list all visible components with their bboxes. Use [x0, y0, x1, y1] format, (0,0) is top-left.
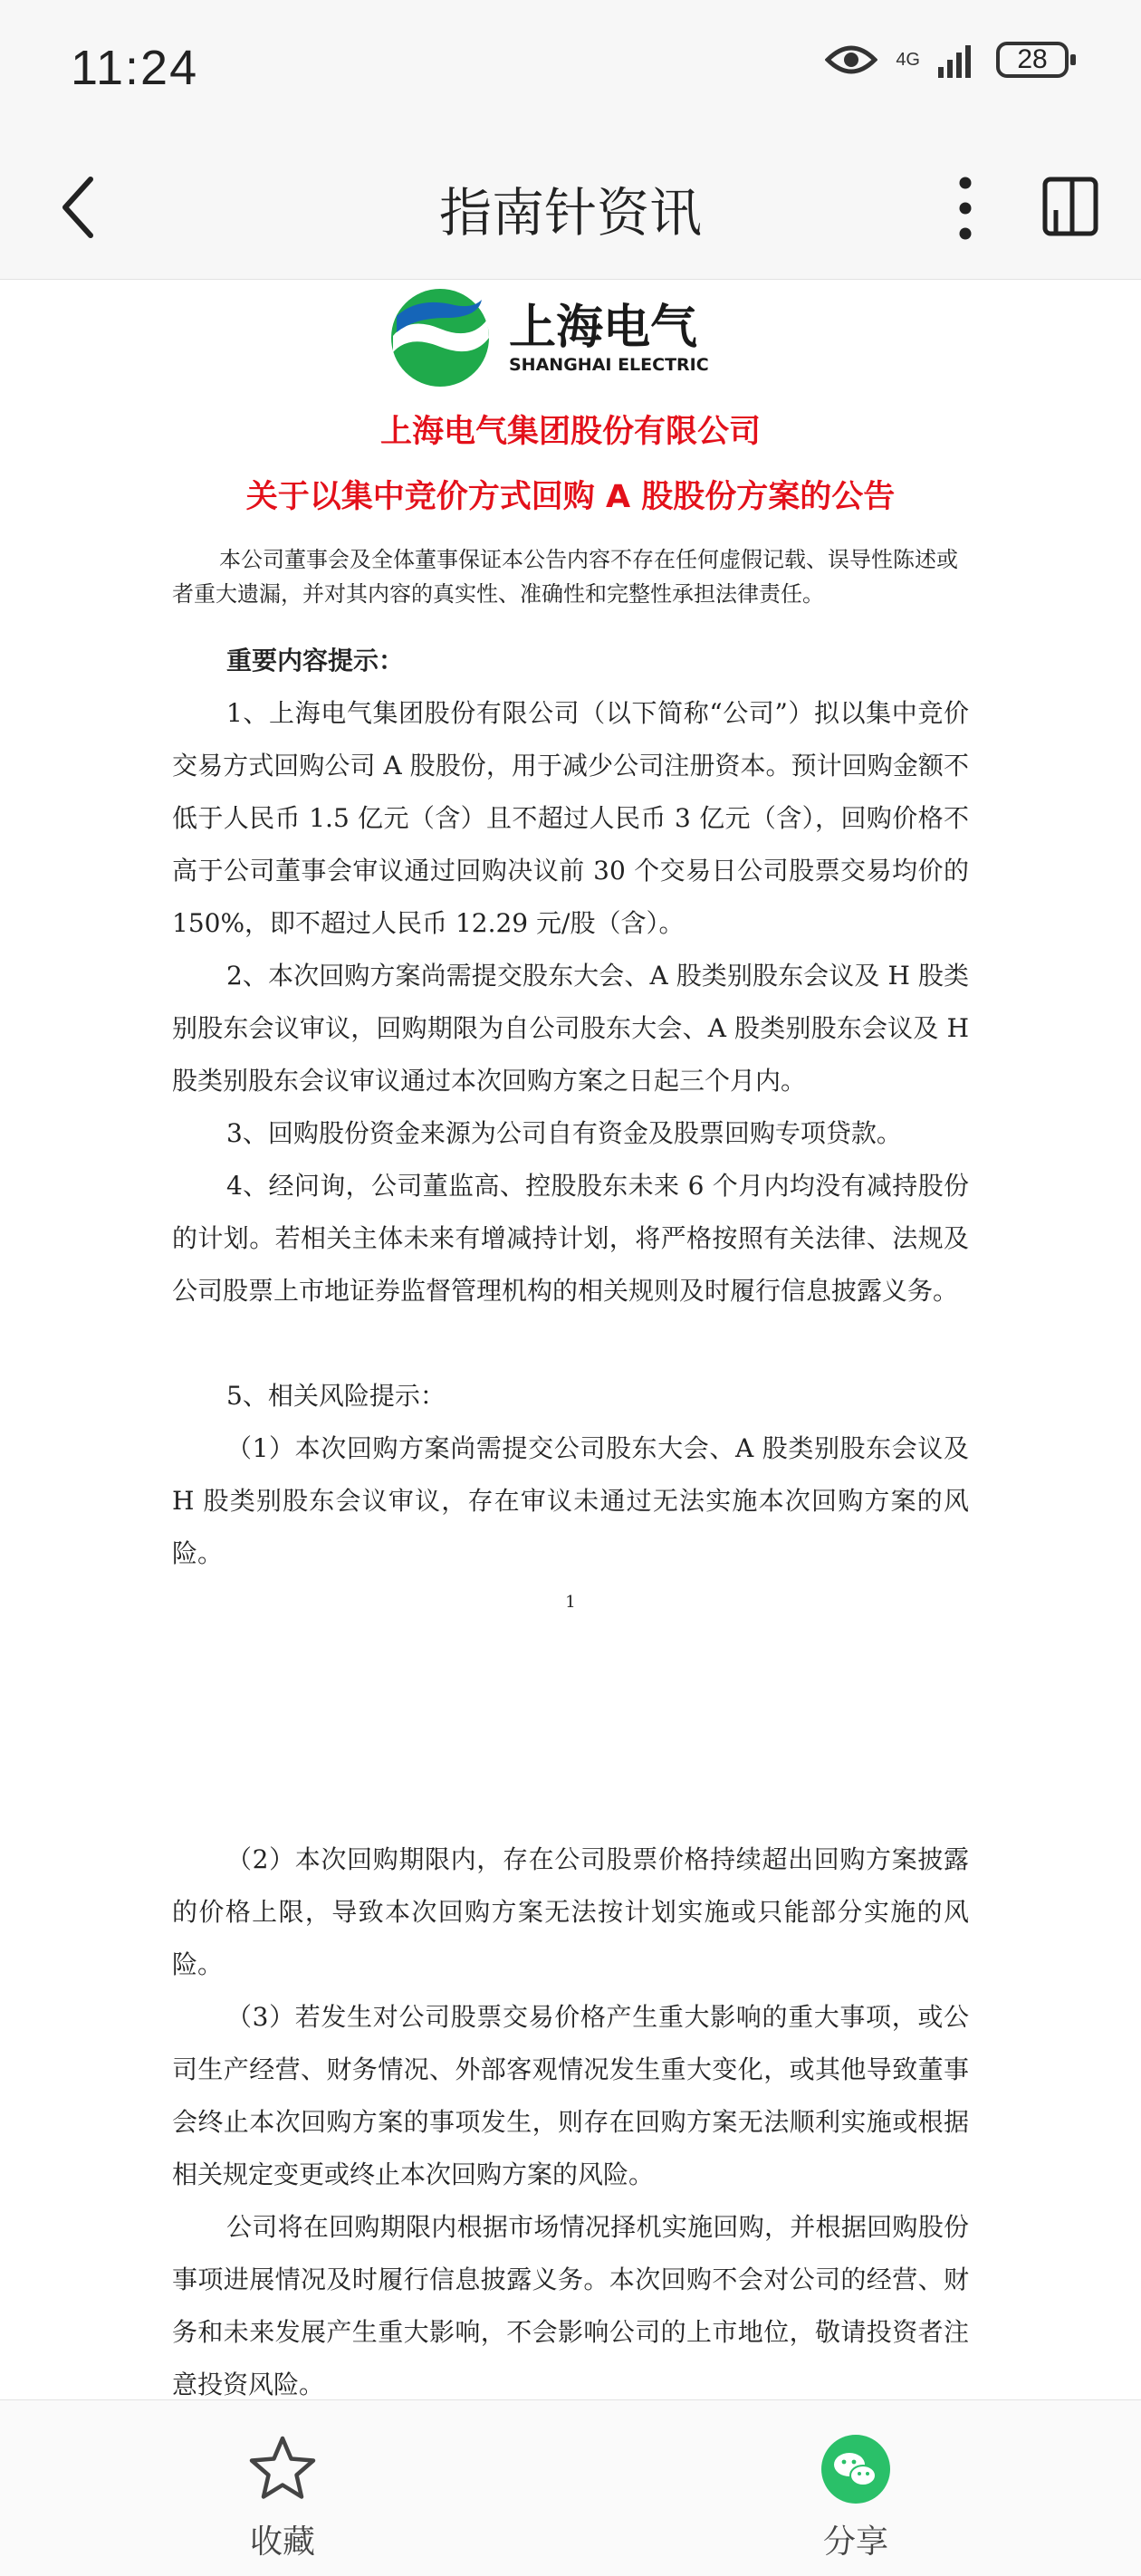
- clock: 11:24: [71, 41, 199, 95]
- company-title: 上海电气集团股份有限公司: [379, 414, 761, 450]
- wechat-icon: [820, 2433, 892, 2505]
- paragraph-1: 1、上海电气集团股份有限公司（以下简称“公司”）拟以集中竞价交易方式回购公司 A 股股份，用于减少公司注册资本。预计回购金额不低于人民币 1.5 亿元（含）且不超过人民币 3 亿元（含），回购价格不高于公司董事会审议通过回购决议前 30 个交易日公司股票交易均价的 150%，即不超过人民币 12.29 元/股（含）。: [172, 698, 969, 938]
- risk-2: （2）本次回购期限内，存在公司股票价格持续超出回购方案披露的价格上限，导致本次回购方案无法按计划实施或只能部分实施的风险。: [172, 1844, 969, 1979]
- paragraph-3: 3、回购股份资金来源为公司自有资金及股票回购专项贷款。: [226, 1118, 902, 1148]
- exit-icon[interactable]: [1040, 174, 1101, 239]
- paragraph-5: 5、相关风险提示：: [226, 1381, 446, 1411]
- favorite-label: 收藏: [249, 2523, 315, 2561]
- favorite-button[interactable]: [192, 2433, 373, 2562]
- risk-1: （1）本次回购方案尚需提交公司股东大会、A 股类别股东会议及 H 股类别股东会议审议，存在审议未通过无法实施本次回购方案的风险。: [172, 1433, 969, 1568]
- announcement-document: [0, 280, 1141, 2399]
- logo-text-en: SHANGHAI ELECTRIC: [509, 355, 709, 375]
- share-label: 分享: [822, 2523, 888, 2561]
- more-vertical-icon[interactable]: [947, 172, 983, 244]
- battery-icon: [996, 42, 1069, 78]
- status-bar: [0, 0, 1141, 136]
- page-title: 指南针资讯: [438, 182, 702, 244]
- paragraph-2: 2、本次回购方案尚需提交股东大会、A 股类别股东会议及 H 股类别股东会议审议，回购期限为自公司股东大会、A 股类别股东会议及 H 股类别股东会议审议通过本次回购方案之日起三个月内。: [172, 961, 969, 1096]
- status-icons: [825, 42, 1069, 78]
- closing-paragraph: 公司将在回购期限内根据市场情况择机实施回购，并根据回购股份事项进展情况及时履行信息披露义务。本次回购不会对公司的经营、财务和未来发展产生重大影响，不会影响公司的上市地位，敬请投资者注意投资风险。: [172, 2212, 969, 2399]
- bottom-action-bar: [0, 2399, 1141, 2576]
- share-button[interactable]: [765, 2433, 946, 2562]
- nav-bar: [0, 136, 1141, 280]
- network-type: 4G: [896, 50, 920, 70]
- shanghai-electric-logo: [391, 283, 717, 392]
- paragraph-4: 4、经问询，公司董监高、控股股东未来 6 个月内均没有减持股份的计划。若相关主体未来有增减持计划，将严格按照有关法律、法规及公司股票上市地证券监督管理机构的相关规则及时履行信息披露义务。: [172, 1171, 969, 1306]
- battery-level: 28: [1017, 44, 1048, 74]
- page-number: 1: [565, 1593, 576, 1612]
- announcement-title: 关于以集中竞价方式回购 A 股股份方案的公告: [245, 479, 896, 515]
- logo-text-cn: 上海电气: [509, 301, 698, 355]
- disclaimer: 本公司董事会及全体董事保证本公告内容不存在任何虚假记载、误导性陈述或者重大遗漏，并对其内容的真实性、准确性和完整性承担法律责任。: [172, 547, 958, 607]
- star-icon: [246, 2433, 319, 2505]
- signal-icon: [938, 42, 978, 78]
- section-heading: 重要内容提示：: [226, 646, 405, 675]
- eye-icon: [825, 42, 877, 78]
- risk-3: （3）若发生对公司股票交易价格产生重大影响的重大事项，或公司生产经营、财务情况、外部客观情况发生重大变化，或其他导致董事会终止本次回购方案的事项发生，则存在回购方案无法顺利实施或根据相关规定变更或终止本次回购方案的风险。: [172, 2002, 969, 2189]
